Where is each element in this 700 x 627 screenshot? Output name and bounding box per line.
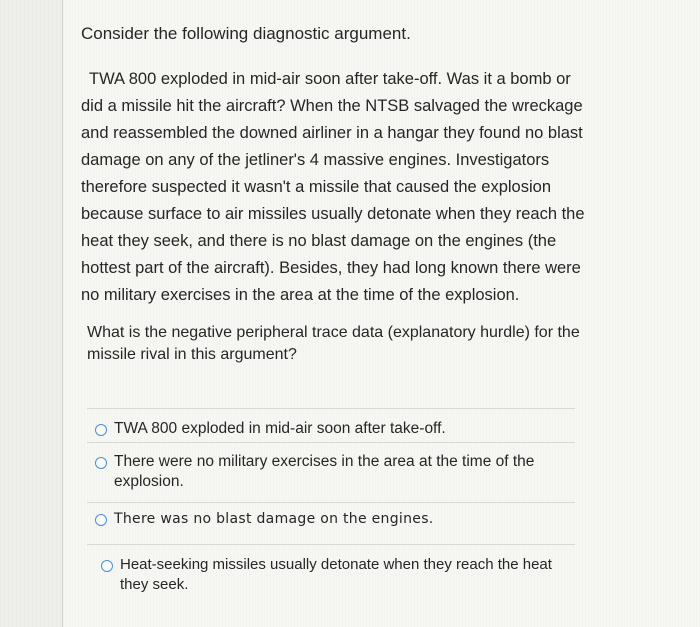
radio-button-icon[interactable] [95,514,107,526]
question-prompt: What is the negative peripheral trace data (explanatory hurdle) for the missile rival in this argument? [87,324,580,363]
question-header: Consider the following diagnostic argument. [81,24,411,43]
answer-option-3[interactable] [87,502,575,544]
answer-option-1[interactable] [87,408,575,442]
answer-option-label: TWA 800 exploded in mid-air soon after take-off. [114,420,446,437]
argument-passage: TWA 800 exploded in mid-air soon after take-off. Was it a bomb or did a missile hit the aircraft? When the NTSB salvaged the wreckage and reassembled the downed airliner in a hangar they found no blast damage on any of the jetliner's 4 massive engines. Investigators therefore suspected it wasn't a missile that caused the explosion because surface to air missiles usually detonate when they reach the heat they seek, and there is no blast damage on the engines (the hottest part of the aircraft). Besides, they had long known there were no military exercises in the area at the time of the explosion. [81,70,585,304]
answer-options [87,408,575,604]
radio-button-icon[interactable] [101,560,113,572]
answer-option-label: Heat-seeking missiles usually detonate when they reach the heat they seek. [120,556,552,593]
left-margin [0,0,62,627]
question-panel [62,0,700,627]
answer-option-2[interactable] [87,442,575,502]
radio-button-icon[interactable] [95,424,107,436]
answer-option-label: There was no blast damage on the engines. [114,511,434,527]
radio-button-icon[interactable] [95,457,107,469]
answer-option-4[interactable] [87,544,575,604]
answer-option-label: There were no military exercises in the area at the time of the explosion. [114,453,535,490]
